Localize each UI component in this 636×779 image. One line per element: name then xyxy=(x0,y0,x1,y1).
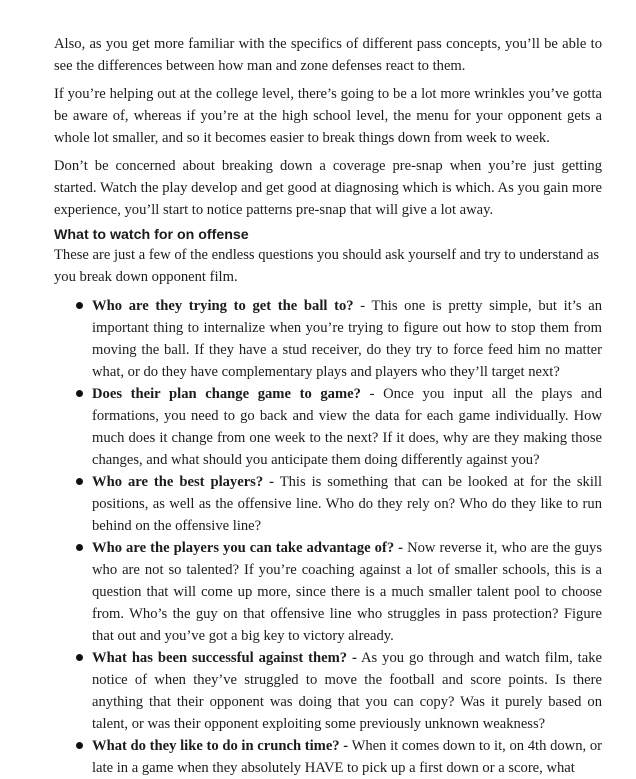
list-item xyxy=(54,537,602,647)
bullet-text: - This one is pretty simple, but it’s an important thing to internalize when you’re trying to figure out how to stop them from moving the ball. If they have a stud receiver, do they try to force feed him no matter what, or do they have complementary plays and players who they’ll target next? xyxy=(92,298,602,380)
bullet-text: Now reverse it, who are the guys who are not so talented? If you’re coaching against a lot of smaller schools, this is a question that will come up more, since there is a much smaller talent pool to choose from. Who’s the guy on that offensive line who struggles in pass protection? Figure that out and you’ve got a big key to victory already. xyxy=(92,540,602,644)
bullet-text: When it comes down to it, on 4th down, or late in a game when they absolutely HAVE to pick up a first down or a score, what xyxy=(92,738,602,776)
list-item xyxy=(54,295,602,383)
bullet-question: Who are the players you can take advantage of? - xyxy=(92,540,404,556)
bullet-text: As you go through and watch film, take notice of when they’ve struggled to move the football and score points. Is there anything that their opponent was doing that you can copy? Was it purely based on talent, or was their opponent exploiting some previously unknown weakness? xyxy=(92,650,602,732)
list-item xyxy=(54,383,602,471)
list-item xyxy=(54,471,602,537)
bullet-question: What has been successful against them? - xyxy=(92,650,357,666)
section-intro: These are just a few of the endless questions you should ask yourself and try to understand as you break down opponent film. xyxy=(54,247,600,285)
bullet-text: - Once you input all the plays and formations, you need to go back and view the data for each game individually. How much does it change from one week to the next? If it does, why are they making those changes, and what should you anticipate them doing differently against you? xyxy=(92,386,602,468)
paragraph-college-level: If you’re helping out at the college level, there’s going to be a lot more wrinkles you’ve gotta be aware of, whereas if you’re at the high school level, the menu for your opponent gets a whole lot smaller, and so it becomes easier to break things down from week to week. xyxy=(54,86,602,146)
paragraph-pass-concepts: Also, as you get more familiar with the specifics of different pass concepts, you’ll be able to see the differences between how man and zone defenses react to them. xyxy=(54,36,602,74)
bullet-question: What do they like to do in crunch time? - xyxy=(92,738,349,754)
paragraph-pre-snap: Don’t be concerned about breaking down a coverage pre-snap when you’re just getting started. Watch the play develop and get good at diagnosing which is which. As you gain more experience, you’ll start to notice patterns pre-snap that will give a lot away. xyxy=(54,158,602,218)
bullet-text: This is something that can be looked at for the skill positions, as well as the offensive line. Who do they rely on? Who do they like to run behind on the offensive line? xyxy=(92,474,602,534)
bullet-icon xyxy=(76,654,83,661)
question-list xyxy=(54,295,602,779)
bullet-icon xyxy=(76,742,83,749)
list-item xyxy=(54,647,602,735)
bullet-icon xyxy=(76,544,83,551)
bullet-question: Who are they trying to get the ball to? xyxy=(92,298,354,314)
bullet-icon xyxy=(76,390,83,397)
section-heading: What to watch for on offense xyxy=(54,227,249,243)
bullet-icon xyxy=(76,302,83,309)
bullet-question: Who are the best players? - xyxy=(92,474,274,490)
list-item xyxy=(54,735,602,779)
bullet-icon xyxy=(76,478,83,485)
bullet-question: Does their plan change game to game? xyxy=(92,386,361,402)
